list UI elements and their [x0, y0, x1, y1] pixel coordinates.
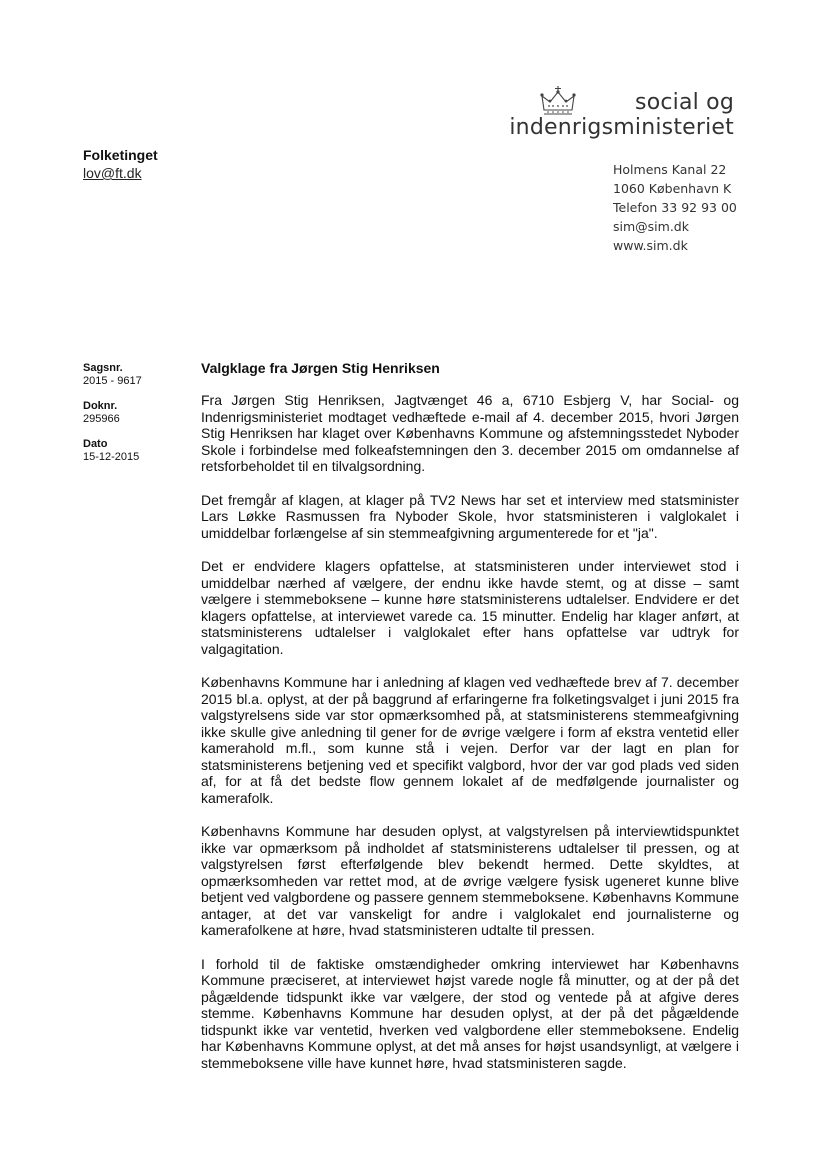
meta-value: 295966 — [83, 413, 120, 425]
address-city: 1060 København K — [613, 181, 732, 196]
recipient-name: Folketinget — [83, 147, 158, 163]
body-paragraph: Fra Jørgen Stig Henriksen, Jagtvænget 46 a, 6710 Esbjerg V, har Social- og Indenrigsministeriet modtaget vedhæftede e-mail af 4. december 2015, hvori Jørgen Stig Henriksen har klaget over Københavns Kommune og afstemningsstedet Nyboder Skole i forbindelse med folkeafstemningen den 3. december 2015 om omdannelse af retsforbeholdet til en tilvalgsordning. — [201, 392, 739, 474]
letter-title: Valgklage fra Jørgen Stig Henriksen — [201, 360, 440, 376]
body-paragraph: Det er endvidere klagers opfattelse, at statsministeren under interviewet stod i umiddelbar nærhed af vælgere, der endnu ikke havde stemt, og at disse – samt vælgere i stemmeboksene – kunne høre statsministerens udtalelser. Endvidere er det klagers opfattelse, at interviewet varede ca. 15 minutter. Endelig har klager anført, at statsministerens udtalelser i valglokalet efter hans opfattelse var udtryk for valgagitation. — [201, 558, 739, 657]
meta-label: Doknr. — [83, 400, 118, 412]
body-paragraph: Københavns Kommune har desuden oplyst, at valgstyrelsen på interviewtidspunktet ikke var opmærksom på indholdet af statsministerens udtalelser til pressen, og at valgstyrelsen først efterfølgende blev bekendt hermed. Dette skyldtes, at opmærksomheden var rettet mod, at de øvrige vælgere fysisk ugeneret kunne blive betjent ved valgbordene og passere gennem stemmeboksene. Københavns Kommune antager, at det var vanskeligt for andre i valglokalet end journalisterne og kamerafolkene at høre, hvad statsministeren udtalte til pressen. — [201, 823, 739, 938]
meta-value: 2015 - 9617 — [83, 375, 142, 387]
letter-body — [201, 392, 739, 1088]
meta-value: 15-12-2015 — [83, 451, 140, 463]
body-paragraph: Københavns Kommune har i anledning af klagen ved vedhæftede brev af 7. december 2015 bl.a. oplyst, at der på baggrund af erfaringerne fra folketingsvalget i juni 2015 fra valgstyrelsens side var stor opmærksomhed på, at statsministerens stemmeafgivning ikke skulle give anledning til gener for de øvrige vælgere i form af ekstra ventetid eller kamerahold m.fl., som kunne stå i vejen. Derfor var der lagt en plan for statsministerens betjening ved et specifikt valgbord, hvor der var god plads ved siden af, for at få det bedste flow gennem lokalet af de medfølgende journalister og kamerafolk. — [201, 674, 739, 806]
address-email: sim@sim.dk — [613, 219, 689, 234]
ministry-logo-line2: indenrigsministeriet — [509, 115, 734, 140]
meta-document-number — [83, 400, 142, 426]
address-phone: Telefon 33 92 93 00 — [613, 200, 737, 215]
ministry-logo-line1: social og — [635, 90, 734, 115]
meta-label: Sagsnr. — [83, 362, 123, 374]
body-paragraph: Det fremgår af klagen, at klager på TV2 News har set et interview med statsminister Lars Løkke Rasmussen fra Nyboder Skole, hvor statsministeren i valglokalet i umiddelbar forlængelse af sin stemmeafgivning argumenterede for et "ja". — [201, 491, 739, 541]
sender-address — [613, 160, 737, 255]
meta-label: Dato — [83, 438, 108, 450]
meta-case-number — [83, 362, 142, 388]
meta-date — [83, 438, 142, 464]
recipient-block — [83, 146, 158, 182]
address-street: Holmens Kanal 22 — [613, 162, 727, 177]
recipient-email-link[interactable]: lov@ft.dk — [83, 165, 142, 181]
document-meta — [83, 362, 142, 476]
address-website: www.sim.dk — [613, 238, 688, 253]
body-paragraph: I forhold til de faktiske omstændigheder omkring interviewet har Københavns Kommune præciseret, at interviewet højst varede nogle få minutter, og at der på det pågældende tidspunkt ikke var vælgere, der stod og ventede på at afgive deres stemme. Københavns Kommune har desuden oplyst, at der på det pågældende tidspunkt ikke var ventetid, hverken ved valgbordene eller stemmeboksene. Endelig har Københavns Kommune oplyst, at det må anses for højst usandsynligt, at vælgere i stemmeboksene ville have kunnet høre, hvad statsministeren sagde. — [201, 955, 739, 1071]
